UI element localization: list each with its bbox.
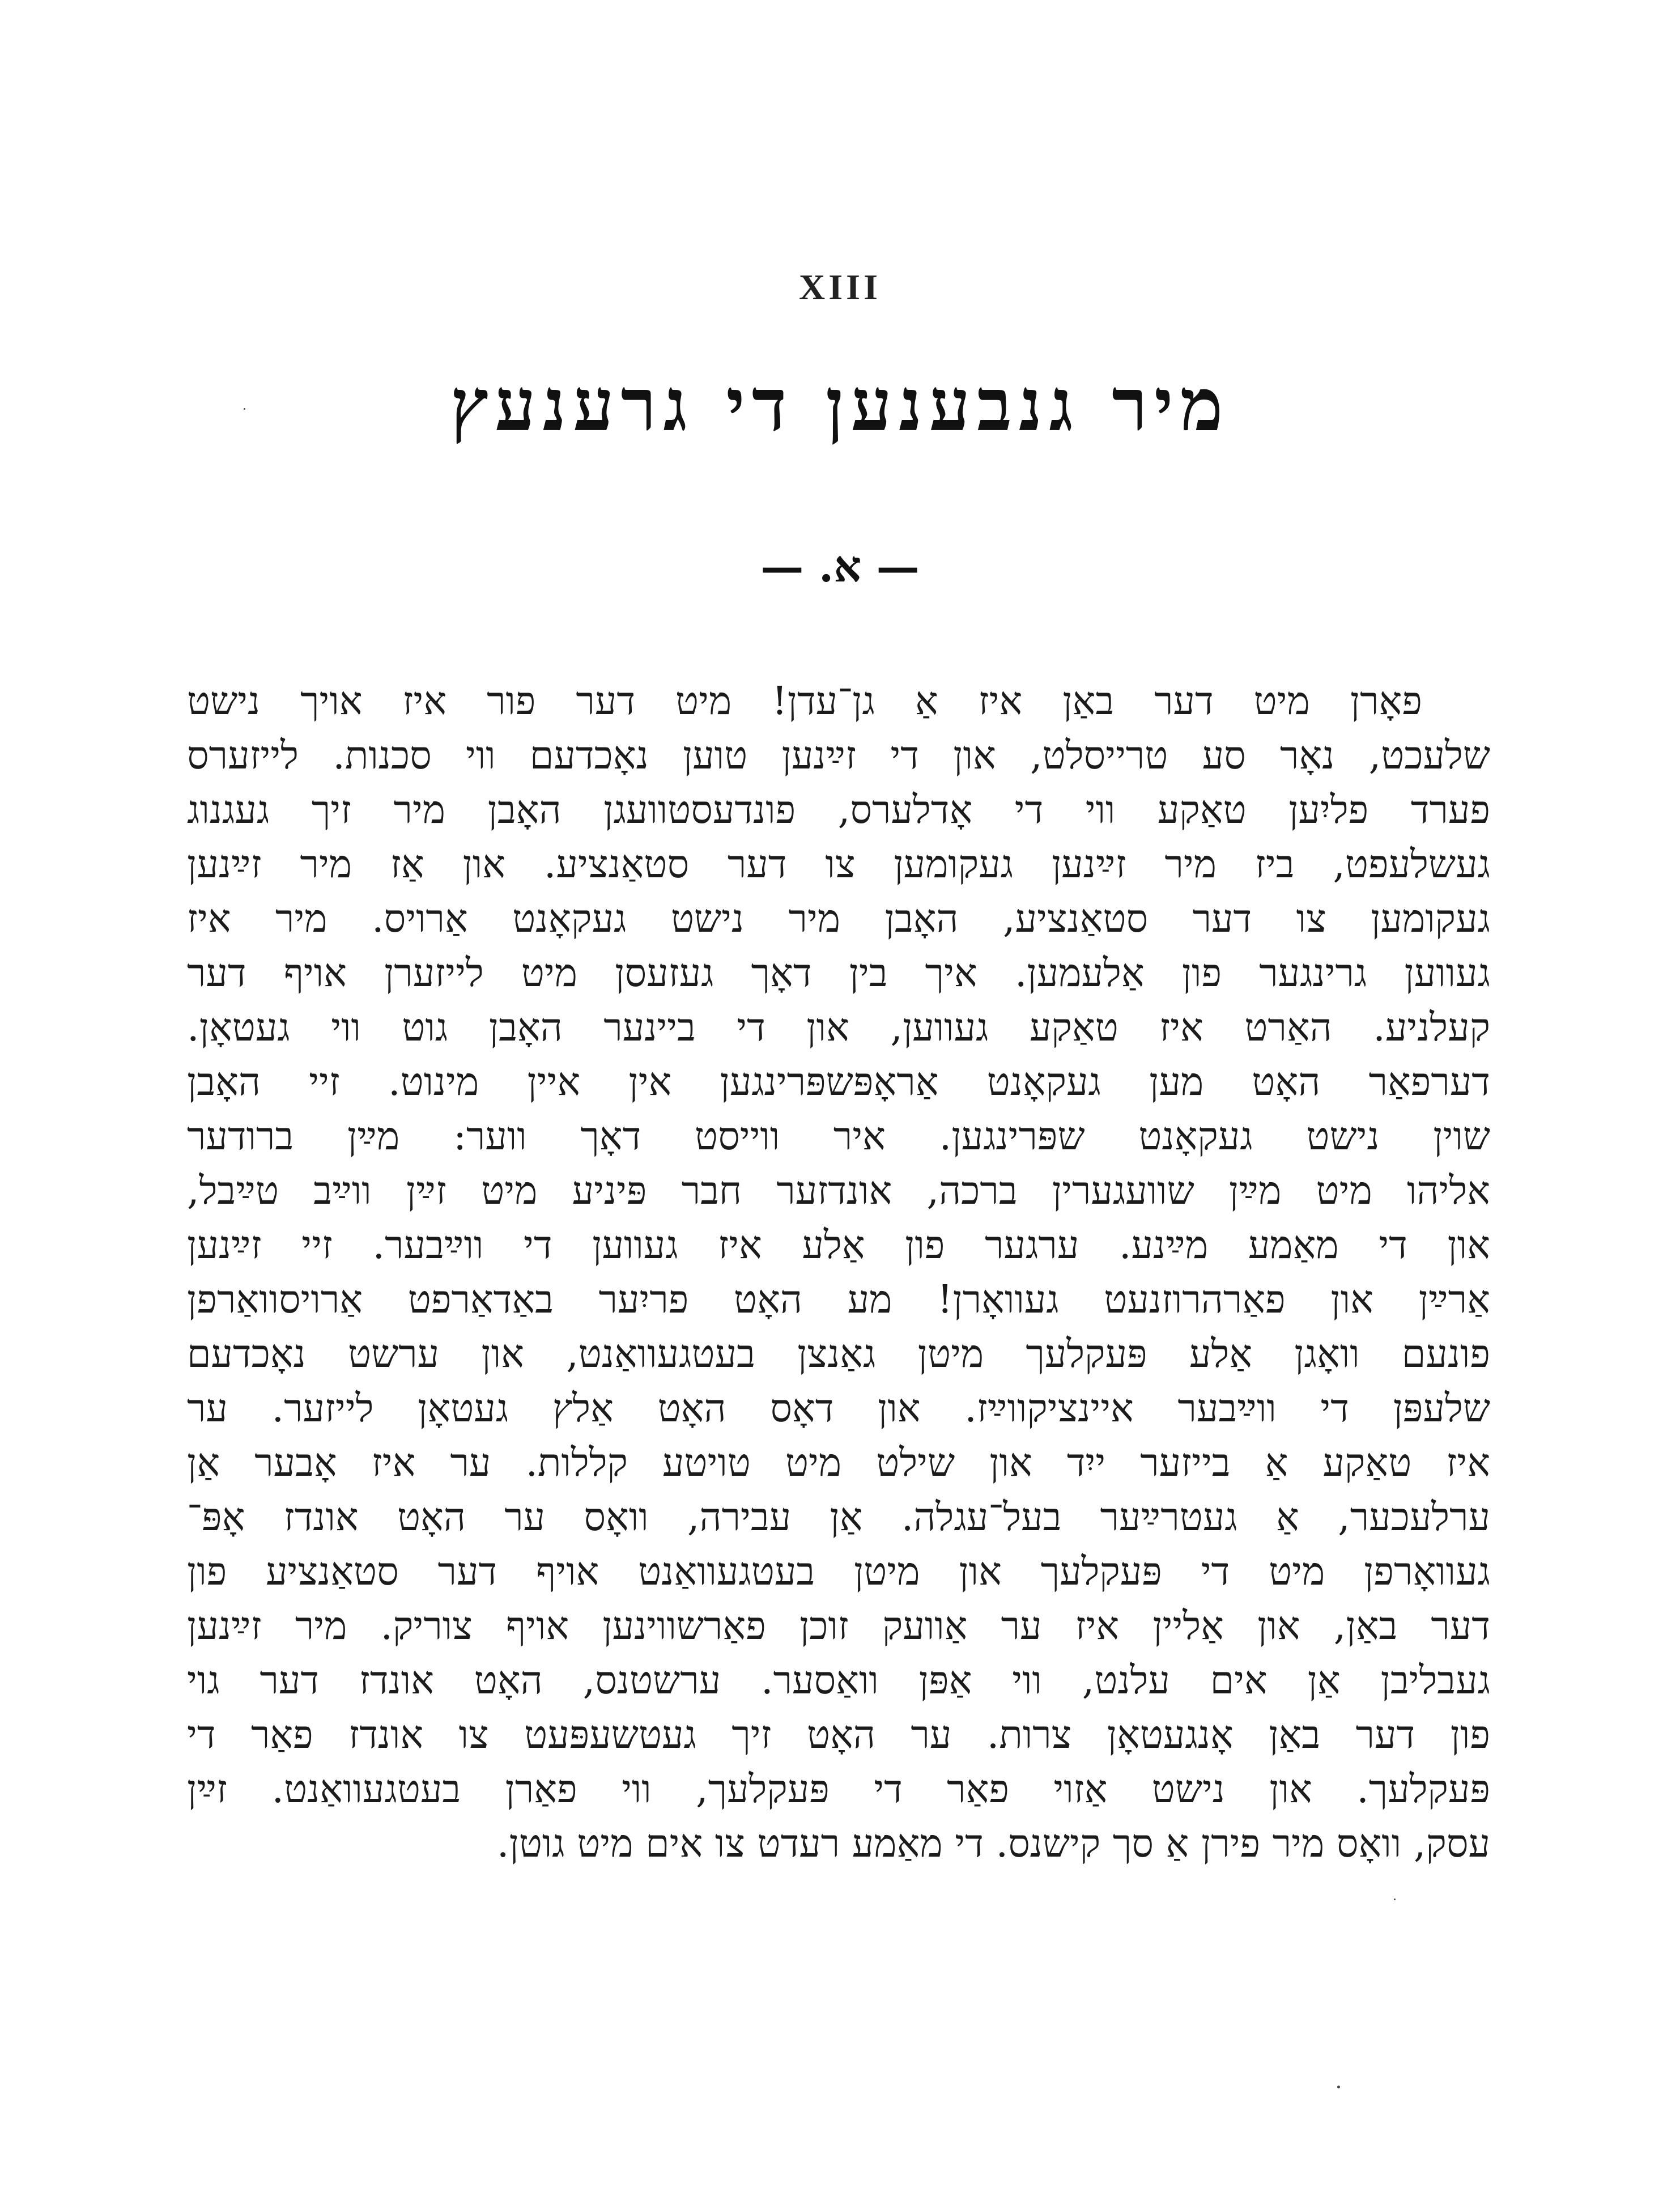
text-line: אליהו מיט מײַן שוועגערין ברכה, אונדזער חבר פּיניע מיט זײַן ווײַב טײַבל, xyxy=(187,1169,1490,1213)
body-paragraph xyxy=(187,674,1490,1871)
chapter-title: מיר גנבענען די גרענעץ xyxy=(450,363,1230,448)
chapter-number: XIII xyxy=(799,267,881,307)
text-line: שלעפּן די ווײַבער איינציקווײַז. און דאָס האָט אַלץ געטאָן לייזער. ער xyxy=(187,1386,1490,1431)
text-line: עסק, וואָס מיר פירן אַ סך קישנס. די מאַמע רעדט צו אים מיט גוטן. xyxy=(496,1821,1490,1866)
section-marker: — א. — xyxy=(760,541,920,592)
text-line: שוין נישט געקאָנט שפּרינגען. איר ווייסט דאָך ווער: מײַן ברודער xyxy=(187,1114,1490,1159)
text-line: ערלעכער, אַ געטרײַער בעל־עגלה. אַן עבירה, וואָס ער האָט אונדז אָפּ־ xyxy=(187,1495,1490,1540)
text-line: פּעקלעך. און נישט אַזוי פאַר די פּעקלעך, ווי פאַרן בעטגעוואַנט. זײַן xyxy=(187,1767,1490,1812)
scan-speck xyxy=(1394,1899,1396,1900)
text-line: און די מאַמע מײַנע. ערגער פון אַלע איז געווען די ווײַבער. זיי זײַנען xyxy=(187,1223,1490,1268)
text-line: דערפאַר האָט מען געקאָנט אַראָפּשפּרינגען אין איין מינוט. זיי האָבן xyxy=(187,1060,1490,1105)
scan-speck xyxy=(244,408,245,410)
text-line: געווען גרינגער פון אַלעמען. איך בין דאָך געזעסן מיט לייזערן אויף דער xyxy=(187,951,1490,996)
text-line: פון דער באַן אָנגעטאָן צרות. ער האָט זיך געטשעפּעט צו אונדז פאַר די xyxy=(187,1713,1490,1757)
text-line: איז טאַקע אַ בייזער ייִד און שילט מיט טויטע קללות. ער איז אָבער אַן xyxy=(187,1441,1490,1485)
scan-speck xyxy=(1337,2086,1340,2088)
text-line: געקומען צו דער סטאַנציע, האָבן מיר נישט געקאָנט אַרויס. מיר איז xyxy=(187,897,1490,941)
text-line: פונעם וואָגן אַלע פּעקלעך מיטן גאַנצן בעטגעוואַנט, און ערשט נאָכדעם xyxy=(187,1332,1490,1377)
text-line: פאָרן מיט דער באַן איז אַ גן־עדן! מיט דער פור איז אויך נישט xyxy=(187,679,1422,724)
text-line: קעלניע. האַרט איז טאַקע געווען, און די ביינער האָבן גוט ווי געטאָן. xyxy=(187,1005,1490,1050)
text-line: אַרײַן און פאַרהרוזנעט געוואָרן! מע האָט פריִער באַדאַרפט אַרויסוואַרפן xyxy=(187,1277,1490,1322)
text-line: געבליבן אַן אים עלנט, ווי אַפּן וואַסער. ערשטנס, האָט אונדז דער גוי xyxy=(187,1658,1490,1703)
text-line: שלעכט, נאָר סע טרייסלט, און די זײַנען טוען נאָכדעם ווי סכנות. לייזערס xyxy=(187,733,1490,778)
text-line: דער באַן, און אַליין איז ער אַוועק זוכן פאַרשווינען אויף צוריק. מיר זײַנען xyxy=(187,1604,1490,1649)
text-line: פערד פליִען טאַקע ווי די אָדלערס, פונדעסטוועגן האָבן מיר זיך געגנוג xyxy=(187,788,1490,833)
text-line: געשלעפט, ביז מיר זײַנען געקומען צו דער סטאַנציע. און אַז מיר זײַנען xyxy=(187,842,1490,887)
text-line: געוואָרפן מיט די פּעקלעך און מיטן בעטגעוואַנט אויף דער סטאַנציע פון xyxy=(187,1549,1490,1594)
